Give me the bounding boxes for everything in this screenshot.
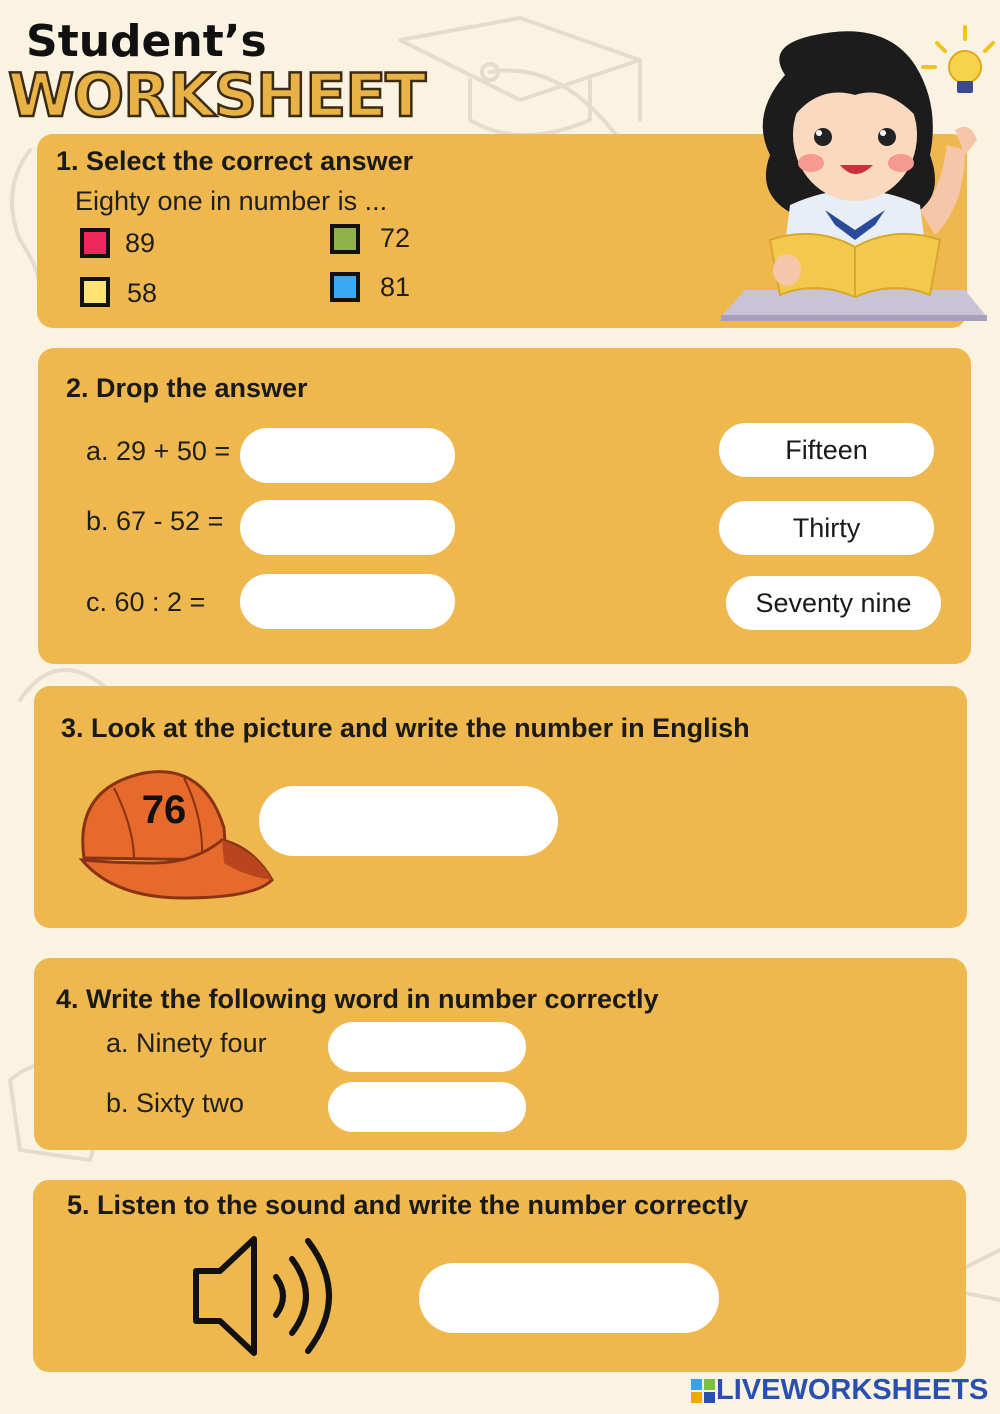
- option-label-81: 81: [380, 272, 411, 302]
- question-1-prompt: Eighty one in number is ...: [75, 186, 388, 216]
- equation-b-label: b. 67 - 52 =: [86, 506, 224, 536]
- question-3-title: 3. Look at the picture and write the number in English: [61, 713, 750, 743]
- speaker-icon[interactable]: [190, 1235, 345, 1357]
- question-4-title: 4. Write the following word in number correctly: [56, 984, 659, 1014]
- question-5-title: 5. Listen to the sound and write the number correctly: [67, 1190, 749, 1220]
- worksheet-title-line2: WORKSHEET: [8, 61, 426, 131]
- drop-zone-a[interactable]: [240, 428, 455, 483]
- option-label-58: 58: [127, 278, 158, 308]
- drag-choice-fifteen[interactable]: Fifteen: [719, 423, 934, 477]
- answer-input-ninety-four[interactable]: [328, 1022, 526, 1072]
- liveworksheets-logo-icon: [690, 1378, 716, 1404]
- liveworksheets-logo: [690, 1374, 988, 1407]
- word-b-label: b. Sixty two: [106, 1088, 245, 1118]
- question-2-title: 2. Drop the answer: [66, 373, 308, 403]
- equation-a-label: a. 29 + 50 =: [86, 436, 231, 466]
- liveworksheets-brand: LIVEWORKSHEETS: [716, 1374, 989, 1406]
- option-checkbox-72[interactable]: [330, 224, 360, 254]
- word-a-label: a. Ninety four: [106, 1028, 267, 1058]
- worksheet-title-line1: Student’s: [26, 16, 267, 67]
- answer-input-listen[interactable]: [419, 1263, 719, 1333]
- answer-input-cap-number[interactable]: [259, 786, 558, 856]
- drop-zone-b[interactable]: [240, 500, 455, 555]
- option-label-89: 89: [125, 228, 156, 258]
- girl-reading-illustration: [715, 25, 995, 325]
- equation-c-label: c. 60 : 2 =: [86, 587, 206, 617]
- drop-zone-c[interactable]: [240, 574, 455, 629]
- cap-image: [74, 768, 279, 908]
- option-checkbox-89[interactable]: [80, 228, 110, 258]
- answer-input-sixty-two[interactable]: [328, 1082, 526, 1132]
- drag-choice-thirty[interactable]: Thirty: [719, 501, 934, 555]
- drag-choice-seventy-nine[interactable]: Seventy nine: [726, 576, 941, 630]
- cap-number: 76: [141, 788, 187, 832]
- question-1-title: 1. Select the correct answer: [56, 146, 414, 176]
- option-label-72: 72: [380, 223, 411, 253]
- lightbulb-icon: [923, 27, 993, 93]
- option-checkbox-58[interactable]: [80, 277, 110, 307]
- option-checkbox-81[interactable]: [330, 272, 360, 302]
